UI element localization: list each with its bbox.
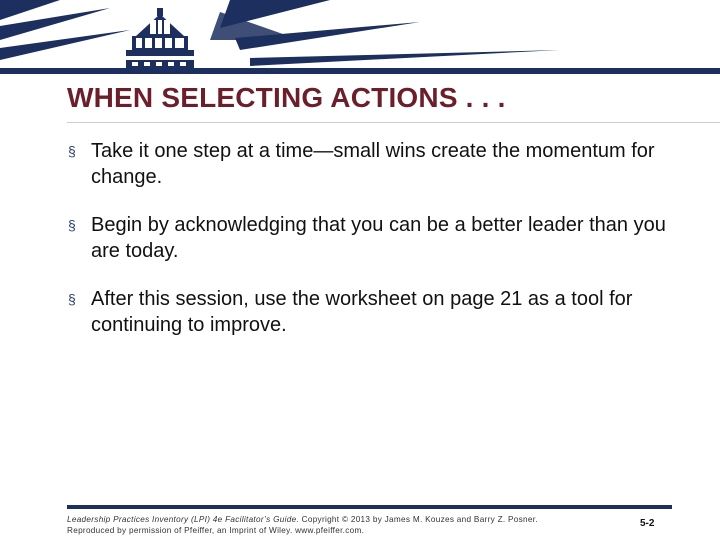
footer-divider (67, 505, 672, 509)
bullet-list (67, 138, 697, 360)
header-banner (0, 0, 720, 74)
bullet-text: After this session, use the worksheet on page 21 as a tool for continuing to improve. (91, 288, 633, 336)
bullet-text: Begin by acknowledging that you can be a better leader than you are today. (91, 214, 666, 262)
footer-source-title: Leadership Practices Inventory (LPI) 4e Facilitator’s Guide. (67, 515, 300, 524)
bullet-marker-icon: § (68, 217, 76, 233)
bullet-marker-icon: § (68, 291, 76, 307)
bullet-item (67, 138, 697, 190)
bullet-item (67, 212, 697, 264)
bullet-item (67, 286, 697, 338)
bullet-text: Take it one step at a time—small wins create the momentum for change. (91, 140, 655, 188)
title-divider (67, 122, 720, 123)
slide-title: WHEN SELECTING ACTIONS . . . (67, 82, 506, 113)
footer-copyright (67, 514, 587, 536)
bullet-marker-icon: § (68, 143, 76, 159)
lighthouse-banner-icon (0, 0, 720, 74)
footer-copyright-line: Copyright © 2013 by James M. Kouzes and Barry Z. Posner. (301, 515, 538, 524)
page-number: 5-2 (640, 518, 655, 529)
footer-permission: Reproduced by permission of Pfeiffer, an Imprint of Wiley. www.pfeiffer.com. (67, 526, 365, 535)
